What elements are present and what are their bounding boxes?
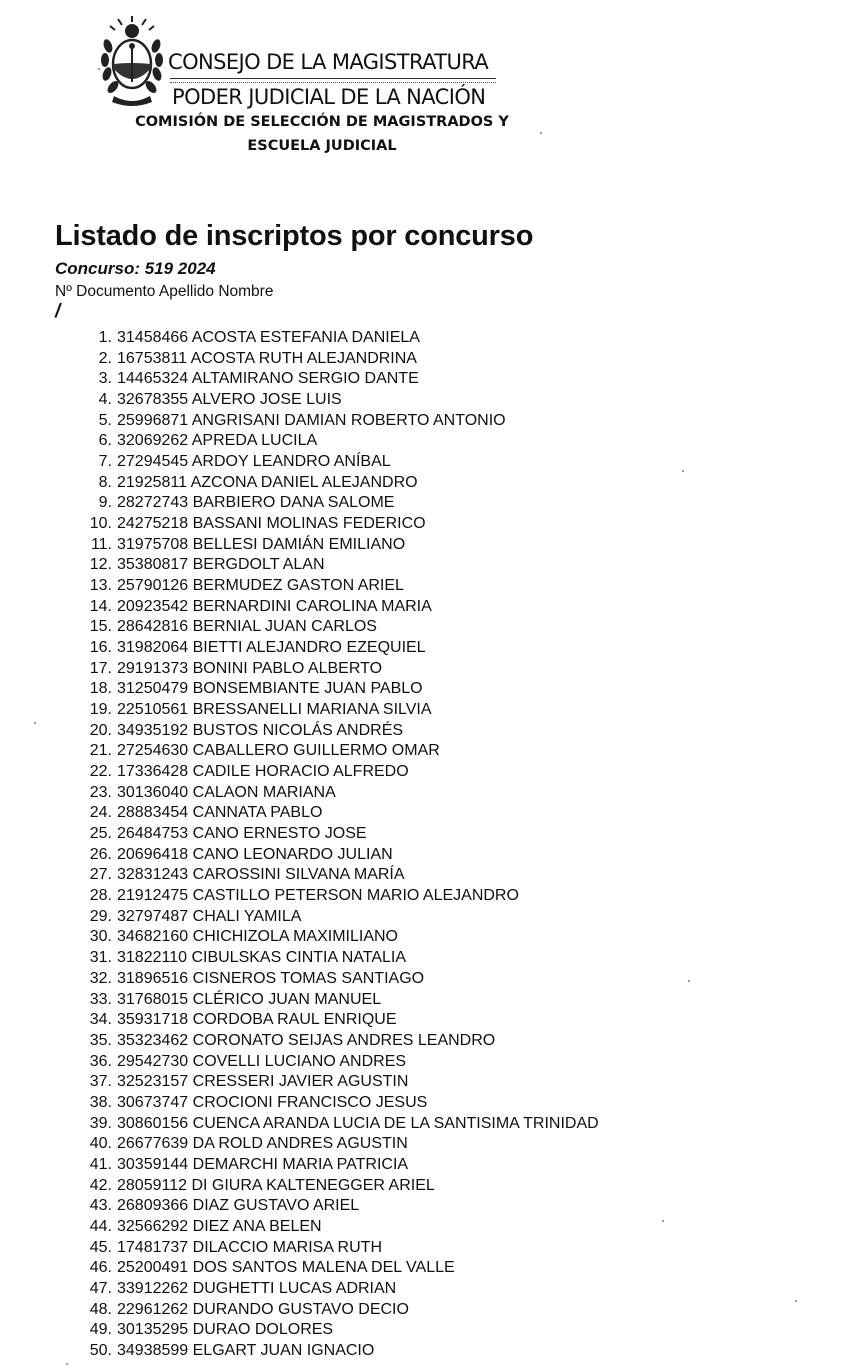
list-item-text: 31822110 CIBULSKAS CINTIA NATALIA (117, 949, 407, 967)
list-item-text: 29191373 BONINI PABLO ALBERTO (117, 659, 383, 677)
list-item-text: 30135295 DURAO DOLORES (117, 1321, 334, 1339)
list-item-number: 7. (98, 453, 112, 471)
list-item-number: 22. (89, 763, 112, 781)
list-item-number: 39. (89, 1114, 112, 1132)
list-item-text: 31250479 BONSEMBIANTE JUAN PABLO (117, 680, 423, 698)
scan-speck (795, 1300, 797, 1302)
concurso-label: Concurso: 519 2024 (55, 259, 216, 278)
list-item-text: 35931718 CORDOBA RAUL ENRIQUE (117, 1011, 397, 1029)
scan-speck (662, 1220, 664, 1222)
list-item-number: 16. (89, 639, 112, 657)
list-item-text: 24275218 BASSANI MOLINAS FEDERICO (117, 515, 426, 533)
list-item-number: 27. (89, 866, 112, 884)
list-item-text: 30359144 DEMARCHI MARIA PATRICIA (117, 1155, 409, 1173)
coat-of-arms-icon (100, 16, 164, 110)
list-item-text: 28883454 CANNATA PABLO (117, 804, 323, 822)
list-item-number: 4. (98, 391, 112, 409)
commission-line2: ESCUELA JUDICIAL (247, 138, 397, 154)
list-item-text: 30673747 CROCIONI FRANCISCO JESUS (117, 1093, 428, 1111)
list-item-number: 5. (98, 411, 112, 429)
list-item-number: 40. (89, 1135, 112, 1153)
list-item-text: 32069262 APREDA LUCILA (117, 432, 318, 450)
list-item-text: 26677639 DA ROLD ANDRES AGUSTIN (117, 1135, 408, 1153)
list-item-number: 48. (89, 1300, 112, 1318)
list-item-text: 28272743 BARBIERO DANA SALOME (117, 494, 395, 512)
list-item-number: 38. (89, 1093, 112, 1111)
list-item-text: 29542730 COVELLI LUCIANO ANDRES (117, 1052, 407, 1070)
list-item-text: 17481737 DILACCIO MARISA RUTH (117, 1238, 382, 1256)
list-item-text: 27294545 ARDOY LEANDRO ANÍBAL (117, 453, 391, 471)
list-item-text: 28642816 BERNIAL JUAN CARLOS (117, 618, 377, 636)
list-item-text: 34682160 CHICHIZOLA MAXIMILIANO (117, 928, 398, 946)
scan-speck (98, 68, 100, 70)
list-item-text: 32523157 CRESSERI JAVIER AGUSTIN (117, 1073, 409, 1091)
list-item-number: 34. (89, 1011, 112, 1029)
list-item-number: 24. (89, 804, 112, 822)
list-item-number: 50. (89, 1341, 112, 1359)
list-item-number: 11. (90, 535, 112, 553)
list-item-number: 37. (89, 1073, 112, 1091)
list-item-text: 21912475 CASTILLO PETERSON MARIO ALEJANDRO (117, 887, 519, 905)
list-item-number: 29. (89, 907, 112, 925)
list-item-number: 46. (89, 1259, 112, 1277)
list-item-number: 17. (89, 659, 112, 677)
list-item-number: 32. (89, 969, 112, 987)
scan-speck (540, 132, 542, 134)
list-item-text: 32678355 ALVERO JOSE LUIS (117, 391, 342, 409)
list-item-number: 12. (89, 556, 112, 574)
list-item-number: 49. (89, 1321, 112, 1339)
list-item-number: 10. (89, 515, 112, 533)
list-item-number: 1. (98, 329, 112, 346)
scan-mark: - (65, 1356, 69, 1370)
letterhead (100, 14, 560, 154)
commission-line1: COMISIÓN DE SELECCIÓN DE MAGISTRADOS Y (135, 114, 509, 130)
list-item-number: 35. (89, 1031, 112, 1049)
list-item-number: 9. (98, 494, 112, 512)
list-item-text: 31896516 CISNEROS TOMAS SANTIAGO (117, 969, 425, 987)
commission-name (100, 110, 544, 158)
list-item-number: 20. (89, 721, 112, 739)
list-item-text: 22510561 BRESSANELLI MARIANA SILVIA (117, 701, 432, 719)
list-item-number: 13. (89, 577, 112, 595)
list-item-text: 25790126 BERMUDEZ GASTON ARIEL (117, 577, 404, 595)
list-item-number: 30. (89, 928, 112, 946)
org-name-line1: CONSEJO DE LA MAGISTRATURA (168, 50, 489, 74)
list-item-number: 41. (89, 1155, 112, 1173)
list-item-text: 14465324 ALTAMIRANO SERGIO DANTE (117, 370, 419, 388)
list-item-number: 21. (89, 742, 112, 760)
list-item-number: 26. (89, 845, 112, 863)
list-item-number: 15. (89, 618, 112, 636)
slash-mark: / (55, 301, 61, 322)
list-item-text: 31768015 CLÉRICO JUAN MANUEL (117, 990, 382, 1008)
scan-speck (682, 470, 684, 472)
scan-speck (34, 722, 36, 724)
list-item-text: 32566292 DIEZ ANA BELEN (117, 1217, 322, 1235)
list-item-text: 31458466 ACOSTA ESTEFANIA DANIELA (117, 329, 420, 346)
letterhead-divider (170, 78, 496, 83)
list-item-text: 35323462 CORONATO SEIJAS ANDRES LEANDRO (117, 1031, 496, 1049)
list-item-number: 25. (89, 825, 112, 843)
list-item-text: 17336428 CADILE HORACIO ALFREDO (117, 763, 409, 781)
list-item-text: 32797487 CHALI YAMILA (117, 907, 302, 925)
list-item-text: 27254630 CABALLERO GUILLERMO OMAR (117, 742, 440, 760)
list-item-number: 14. (89, 597, 112, 615)
list-item-text: 34938599 ELGART JUAN IGNACIO (117, 1341, 375, 1359)
list-item-number: 18. (89, 680, 112, 698)
list-item-number: 42. (89, 1176, 112, 1194)
list-item-text: 31975708 BELLESI DAMIÁN EMILIANO (117, 535, 406, 553)
list-item-number: 19. (89, 701, 112, 719)
list-item-text: 26484753 CANO ERNESTO JOSE (117, 825, 367, 843)
list-item-text: 34935192 BUSTOS NICOLÁS ANDRÉS (117, 721, 404, 739)
list-item-number: 3. (98, 370, 112, 388)
list-item-text: 20696418 CANO LEONARDO JULIAN (117, 845, 393, 863)
list-item-text: 32831243 CAROSSINI SILVANA MARÍA (117, 866, 405, 884)
list-item-number: 43. (89, 1197, 112, 1215)
list-item-number: 44. (89, 1217, 112, 1235)
page-title: Listado de inscriptos por concurso (55, 220, 534, 252)
list-item-number: 2. (98, 349, 112, 367)
list-item-text: 22961262 DURANDO GUSTAVO DECIO (117, 1300, 409, 1318)
list-item-number: 47. (89, 1279, 112, 1297)
list-item-number: 8. (98, 473, 112, 491)
list-item-text: 25200491 DOS SANTOS MALENA DEL VALLE (117, 1259, 455, 1277)
list-item-text: 31982064 BIETTI ALEJANDRO EZEQUIEL (117, 639, 426, 657)
list-item-number: 28. (89, 887, 112, 905)
list-item-text: 30136040 CALAON MARIANA (117, 783, 336, 801)
list-item-text: 16753811 ACOSTA RUTH ALEJANDRINA (117, 349, 417, 367)
list-item-number: 23. (89, 783, 112, 801)
list-item-text: 33912262 DUGHETTI LUCAS ADRIAN (117, 1279, 397, 1297)
list-item-number: 33. (89, 990, 112, 1008)
list-item-text: 25996871 ANGRISANI DAMIAN ROBERTO ANTONIO (117, 411, 506, 429)
list-item-text: 20923542 BERNARDINI CAROLINA MARIA (117, 597, 432, 615)
list-item-text: 26809366 DIAZ GUSTAVO ARIEL (117, 1197, 360, 1215)
scan-speck (688, 980, 690, 982)
list-item-number: 45. (89, 1238, 112, 1256)
list-item-number: 36. (89, 1052, 112, 1070)
list-item-text: 21925811 AZCONA DANIEL ALEJANDRO (117, 473, 418, 491)
list-item-text: 35380817 BERGDOLT ALAN (117, 556, 325, 574)
list-item-number: 31. (89, 949, 112, 967)
org-name-line2: PODER JUDICIAL DE LA NACIÓN (172, 85, 486, 109)
column-header: Nº Documento Apellido Nombre (55, 283, 274, 300)
list-item-text: 28059112 DI GIURA KALTENEGGER ARIEL (117, 1176, 435, 1194)
list-item-number: 6. (98, 432, 112, 450)
list-item-text: 30860156 CUENCA ARANDA LUCIA DE LA SANTISIMA TRINIDAD (117, 1114, 599, 1132)
